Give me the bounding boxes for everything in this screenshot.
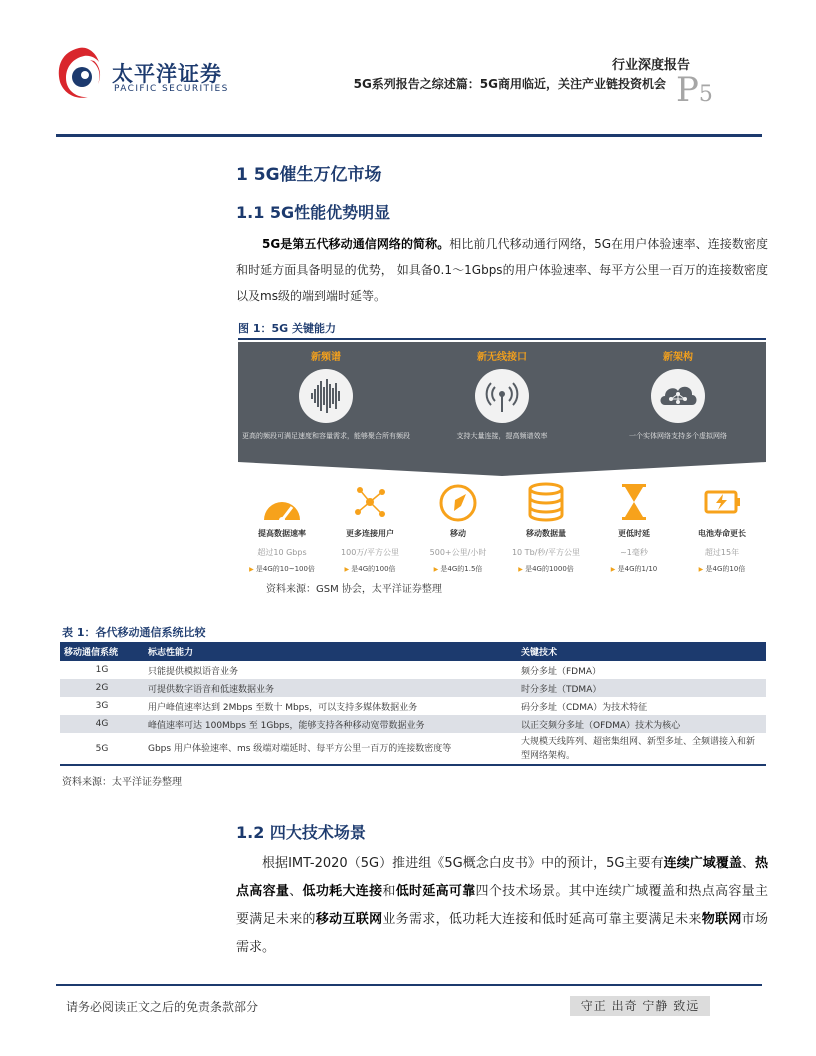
bold-run: 低功耗大连接 [302,884,383,899]
triangle-bullet-icon: ▶ [518,566,523,573]
metric-battery-life [678,480,766,574]
antenna-icon [475,369,529,423]
feature-title: 新架构 [663,352,693,363]
metric-compare-text: 是4G的100倍 [351,565,396,573]
triangle-bullet-icon: ▶ [249,566,254,573]
metric-compare-text: 是4G的1.5倍 [440,565,483,573]
table-row [60,733,766,765]
metric-compare [238,564,326,574]
metric-compare [590,564,678,574]
figure-source: 资料来源：GSM 协会，太平洋证券整理 [266,584,442,595]
connected-nodes-icon [326,480,414,524]
triangle-bullet-icon: ▶ [433,566,439,573]
intro-bold-text: 5G是第五代移动通信网络的简称。 [262,237,450,251]
compass-icon [414,480,502,524]
table-cell: Gbps 用户体验速率、ms 级端对端延时、每平方公里一百万的连接数密度等 [144,733,517,765]
metric-data-rate [238,480,326,574]
metric-mobile-data-volume [502,480,590,574]
metric-label: 更多连接用户 [346,529,394,538]
battery-icon [678,480,766,524]
text-run: 根据IMT-2020（5G）推进组《5G概念白皮书》中的预计，5G主要有 [262,856,664,871]
bold-run: 低时延高可靠 [395,884,476,899]
table-cell: 时分多址（TDMA） [517,679,766,697]
feature-new-radio-interface [414,348,590,441]
feature-desc: 一个实体网络支持多个虚拟网络 [629,432,727,440]
footer-disclaimer: 请务必阅读正文之后的免责条款部分 [66,1000,259,1014]
intro-paragraph [236,231,768,309]
database-icon [502,480,590,524]
metric-compare-text: 是4G的1/10 [617,565,658,573]
table-cell: 可提供数字语音和低速数据业务 [144,679,517,697]
metric-connected-users [326,480,414,574]
feature-desc: 更高的频段可满足速度和容量需求，能够聚合所有频段 [242,432,410,440]
logo-english-name: PACIFIC SECURITIES [114,84,229,94]
text-run: 和 [382,884,396,899]
table-cell: 峰值速率可达 100Mbps 至 1Gbps，能够支持各种移动宽带数据业务 [144,715,517,733]
scenarios-paragraph [236,850,768,962]
footer-divider [56,984,762,986]
intro-text: 相比前几代移动通行网络，5G在用户体验速率、连接数密度和时延方面具备明显的优势， 如具备0.1～1Gbps的用户体验速率、每平方公里一百万的连接数密度以及ms级的端到端时延等。 [236,237,769,303]
subsection-heading: 1.1 5G性能优势明显 [236,203,391,222]
table-cell: 1G [95,665,109,675]
metric-value: 超过10 Gbps [257,548,307,557]
page-letter: P [676,70,699,110]
figure-caption-rule [238,338,766,340]
bold-run: 连续广域覆盖 [663,856,742,871]
table-header-row [60,642,766,661]
figure-caption: 图 1：5G 关键能力 [238,322,336,335]
metric-compare-text: 是4G的1000倍 [525,565,574,573]
table-cell: 码分多址（CDMA）为技术特征 [521,702,648,713]
page-number [676,70,713,110]
table-caption: 表 1：各代移动通信系统比较 [62,626,206,639]
generations-comparison-table [60,642,766,766]
metric-compare [678,564,766,574]
table-cell: 以正交频分多址（OFDMA）技术为核心 [517,715,766,733]
bold-run: 移动互联网 [315,912,383,927]
table-cell: 只能提供模拟语音业务 [148,666,239,677]
table-row [60,679,766,697]
report-type: 行业深度报告 [611,58,690,73]
triangle-bullet-icon: ▶ [610,566,616,573]
company-logo [54,44,229,104]
metric-value: 500+公里/小时 [429,548,487,557]
text-run: 四个技术场景。其中连续广域覆盖和热点高容量主要满足未来的 [236,884,768,927]
metric-compare-text: 是4G的10~100倍 [255,565,315,573]
table-cell: 5G [60,733,144,765]
metric-value: ~1毫秒 [620,548,648,557]
text-run: 业务需求，低功耗大连接和低时延高可靠主要满足未来 [382,912,702,927]
key-capabilities-figure [238,342,766,574]
table-header: 移动通信系统 [60,642,144,661]
section-heading: 1 5G催生万亿市场 [236,165,382,185]
footer-slogan: 守正 出奇 宁静 致远 [570,996,710,1016]
table-cell: 4G [60,715,144,733]
table-cell: 3G [95,701,109,711]
hourglass-icon [590,480,678,524]
bold-run: 热点高容量 [236,856,768,899]
metric-value: 100万/平方公里 [341,548,399,557]
bold-run: 物联网 [701,912,742,927]
metric-label: 更低时延 [618,529,650,538]
table-cell: 大规模天线阵列、超密集组网、新型多址、全频谱接入和新型网络架构。 [517,733,766,765]
table-cell: 用户峰值速率达到 2Mbps 至数十 Mbps，可以支持多媒体数据业务 [148,702,418,713]
table-source: 资料来源：太平洋证券整理 [62,777,182,788]
table-cell: 2G [60,679,144,697]
feature-new-spectrum [238,348,414,441]
metric-compare [502,564,590,574]
speedometer-icon [238,480,326,524]
metric-mobility [414,480,502,574]
panel-arrow [238,454,766,476]
triangle-bullet-icon: ▶ [698,566,704,573]
metric-label: 移动数据量 [526,529,566,538]
metric-label: 移动 [450,529,466,538]
cloud-network-icon [651,369,705,423]
text-run: 市场需求。 [236,912,768,955]
text-run: 、 [741,856,755,871]
triangle-bullet-icon: ▶ [344,566,350,573]
page-digit: 5 [698,82,713,107]
metric-label: 提高数据速率 [258,529,306,538]
metric-compare-text: 是4G的10倍 [705,565,746,573]
metric-label: 电池寿命更长 [698,529,746,538]
feature-new-architecture [590,348,766,441]
table-cell: 频分多址（FDMA） [521,666,602,677]
report-title: 5G系列报告之综述篇：5G商用临近，关注产业链投资机会 [353,77,666,91]
logo-chinese-name: 太平洋证券 [112,62,222,86]
spectrum-waveform-icon [299,369,353,423]
header-divider [56,134,762,137]
text-run: 、 [289,884,303,899]
metric-value: 10 Tb/秒/平方公里 [511,548,581,557]
metric-compare [326,564,414,574]
table-row [60,661,766,679]
feature-title: 新无线接口 [477,352,527,363]
pacific-logo-icon [54,44,104,102]
table-header: 标志性能力 [144,642,517,661]
table-row [60,697,766,715]
metric-lower-latency [590,480,678,574]
metric-value: 超过15年 [704,548,740,557]
table-row [60,715,766,733]
subsection-heading-scenarios: 1.2 四大技术场景 [236,823,366,842]
table-header: 关键技术 [517,642,766,661]
feature-desc: 支持大量连接，提高频谱效率 [456,432,548,440]
feature-title: 新频谱 [311,352,341,363]
metric-compare [414,564,502,574]
